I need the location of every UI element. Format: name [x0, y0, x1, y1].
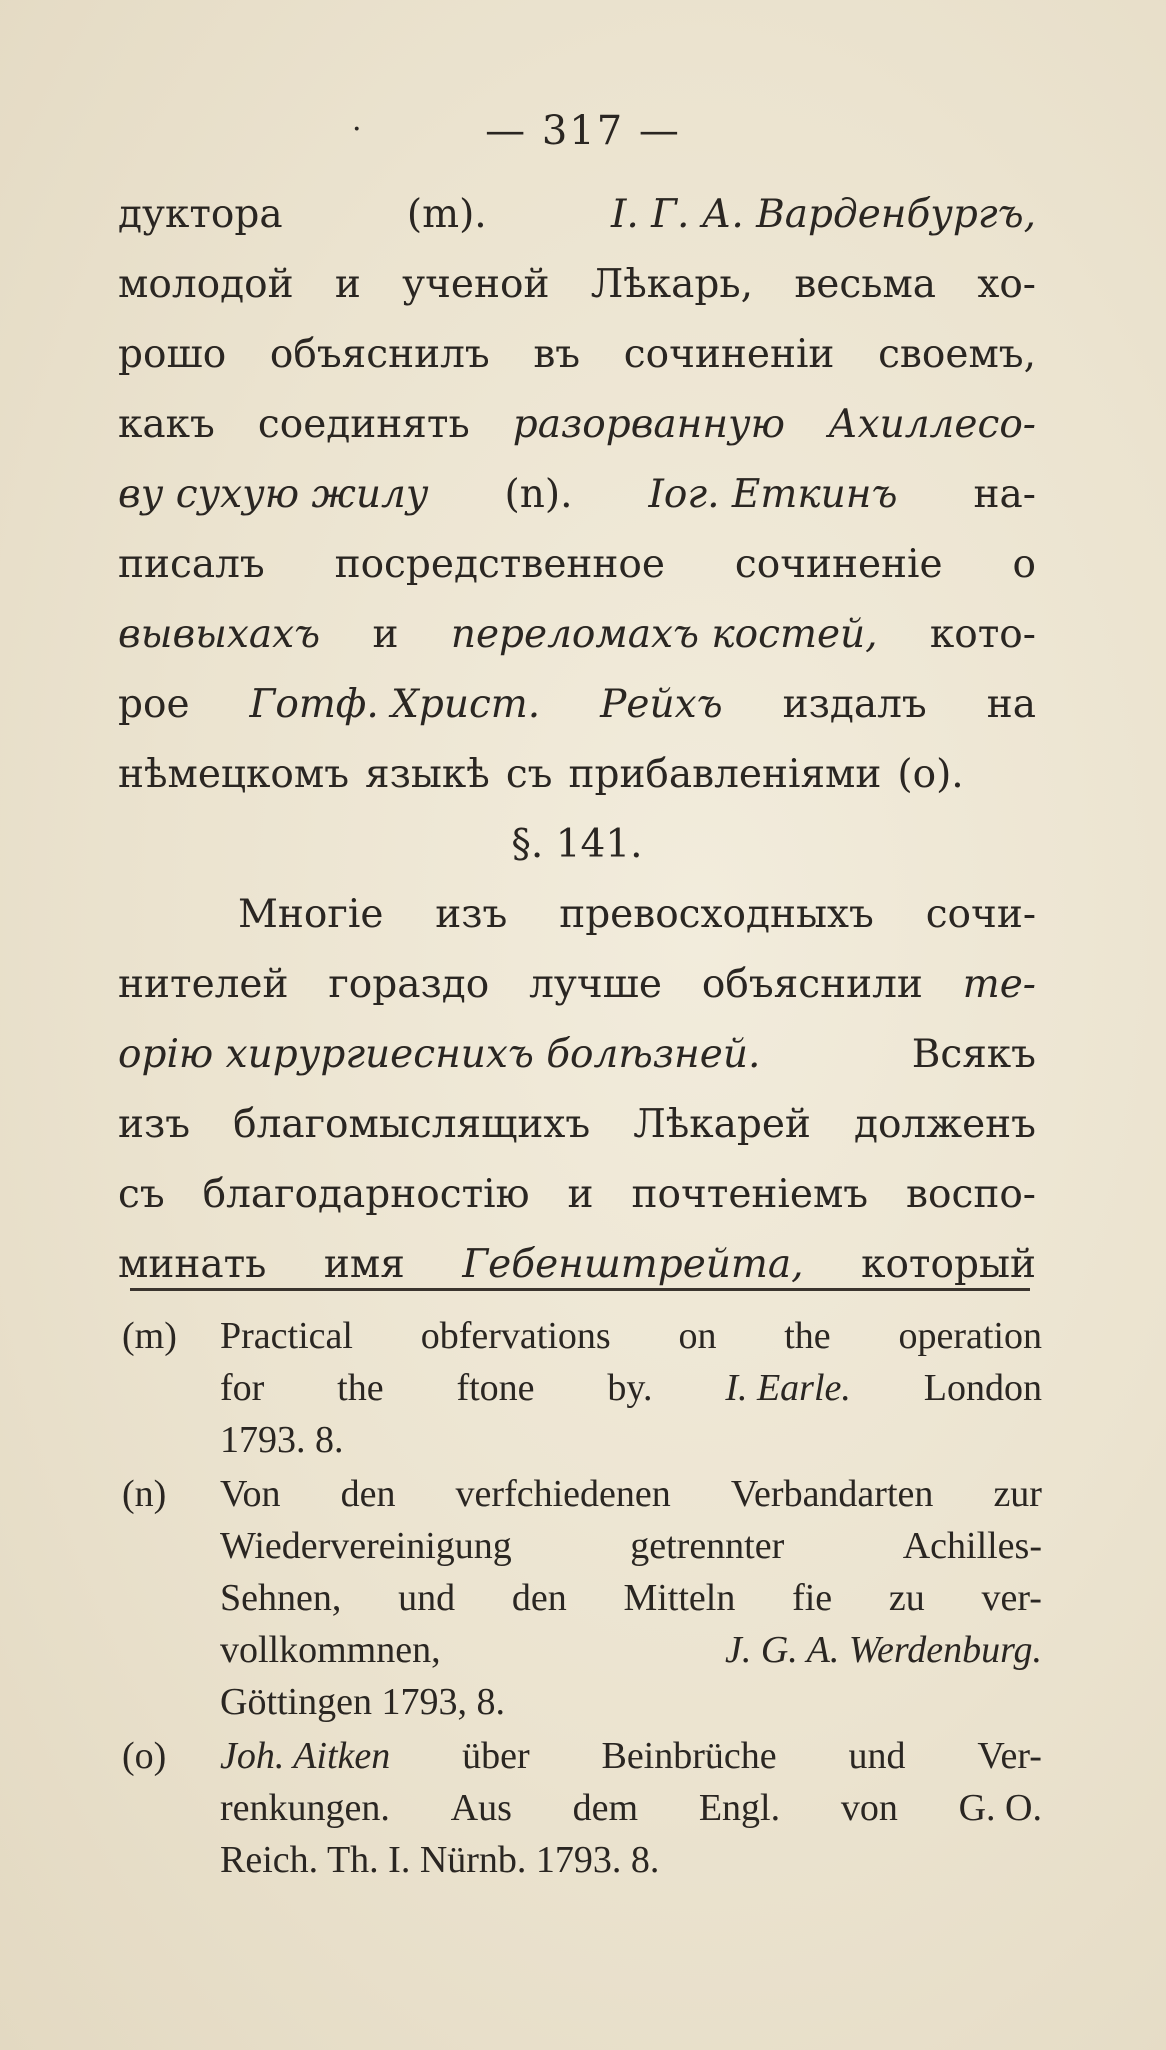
word: über	[462, 1735, 530, 1777]
footnote-ref: (n).	[504, 472, 573, 517]
word: воспо-	[906, 1172, 1036, 1217]
footnote-line	[220, 1310, 1042, 1362]
footnote-n	[122, 1468, 1042, 1728]
word: und	[398, 1577, 456, 1619]
word: писалъ	[118, 542, 265, 587]
word: den	[340, 1473, 396, 1515]
text-line	[118, 180, 1036, 250]
word: obfervations	[420, 1315, 611, 1357]
person-name: I. Г. А. Варденбургъ,	[610, 192, 1036, 237]
word: Aus	[450, 1787, 512, 1829]
author-name: I. Earle.	[725, 1367, 851, 1409]
word: о	[1012, 542, 1036, 587]
section-number: §. 141.	[511, 822, 643, 867]
word: ученой	[402, 262, 550, 307]
word: Von	[220, 1473, 281, 1515]
page-number: — 317 —	[485, 108, 681, 154]
text-line	[118, 250, 1036, 320]
word: благодарностію	[202, 1172, 530, 1217]
word: ver-	[981, 1577, 1042, 1619]
word: изъ	[435, 892, 508, 937]
word: 1793. 8.	[220, 1419, 344, 1461]
word: въ	[533, 332, 581, 377]
word: vollkommnen,	[220, 1629, 441, 1671]
footnote-line	[220, 1572, 1042, 1624]
word: Sehnen,	[220, 1577, 342, 1619]
word: сочи-	[925, 892, 1036, 937]
footnote-mark: (n)	[122, 1473, 167, 1515]
word: и	[372, 612, 399, 657]
author-name: Joh. Aitken	[220, 1735, 391, 1777]
footnote-mark: (m)	[122, 1315, 177, 1357]
word: на-	[973, 472, 1036, 517]
word: von	[840, 1787, 898, 1829]
word: dem	[572, 1787, 639, 1829]
word: Всякъ	[911, 1032, 1036, 1077]
word: на	[986, 682, 1036, 727]
word: on	[678, 1315, 717, 1357]
word: рое	[118, 682, 190, 727]
word: и	[567, 1172, 594, 1217]
text-line	[118, 530, 1036, 600]
word: объяснили	[701, 962, 923, 1007]
word: London	[923, 1367, 1042, 1409]
word: zu	[888, 1577, 925, 1619]
word: G. O.	[958, 1787, 1042, 1829]
word: языкѣ	[365, 752, 490, 797]
word: Practical	[220, 1315, 353, 1357]
person-name: Готф. Христ.	[249, 682, 541, 727]
word: Wiedervereinigung	[220, 1525, 512, 1567]
word: Engl.	[698, 1787, 781, 1829]
italic-term: те-	[962, 962, 1036, 1007]
word: имя	[323, 1242, 405, 1287]
person-name: Іог. Еткинъ	[648, 472, 898, 517]
text-line	[118, 1020, 1036, 1090]
word: молодой	[118, 262, 294, 307]
footnote-line	[220, 1624, 1042, 1676]
word: благомыслящихъ	[233, 1102, 591, 1147]
word: getrennter	[630, 1525, 785, 1567]
word: verfchiedenen	[455, 1473, 671, 1515]
word: дуктора	[118, 192, 283, 237]
footnote-line	[220, 1676, 1042, 1728]
word: минать	[118, 1242, 267, 1287]
text-line	[118, 460, 1036, 530]
word: renkungen.	[220, 1787, 390, 1829]
footnote-line	[220, 1362, 1042, 1414]
italic-term: вывыхахъ	[118, 612, 321, 657]
word: Многіе	[238, 892, 384, 937]
word: соединять	[257, 402, 470, 447]
italic-term: орію хирургиеснихъ болѣзней.	[118, 1032, 761, 1077]
word: весьма	[794, 262, 937, 307]
word: хо-	[977, 262, 1036, 307]
footnote-line	[220, 1834, 1042, 1886]
word: прибавленіями	[568, 752, 882, 797]
footnote-line	[220, 1414, 1042, 1466]
word: ftone	[456, 1367, 535, 1409]
word: посредственное	[334, 542, 665, 587]
word: почтеніемъ	[631, 1172, 869, 1217]
text-line	[118, 320, 1036, 390]
text-line	[118, 1090, 1036, 1160]
word: by.	[607, 1367, 653, 1409]
word: издалъ	[782, 682, 927, 727]
word: сочиненіе	[734, 542, 943, 587]
person-name: Гебенштрейта,	[462, 1242, 804, 1287]
word: Ver-	[977, 1735, 1042, 1777]
word: съ	[118, 1172, 165, 1217]
word: изъ	[118, 1102, 191, 1147]
word: съ	[505, 752, 553, 797]
italic-term: ву сухую жилу	[118, 472, 429, 517]
footnote-line	[220, 1468, 1042, 1520]
word: гораздо	[328, 962, 490, 1007]
word: Лѣкарей	[633, 1102, 811, 1147]
footnotes	[122, 1310, 1042, 1888]
italic-term: разорванную	[512, 402, 786, 447]
word: кото-	[929, 612, 1036, 657]
word: Reich. Th. I. Nürnb. 1793. 8.	[220, 1839, 660, 1881]
word: и	[334, 262, 361, 307]
word: Göttingen 1793, 8.	[220, 1681, 505, 1723]
word: лучше	[529, 962, 662, 1007]
footnote-m	[122, 1310, 1042, 1466]
text-line	[118, 600, 1036, 670]
footnote-ref: (m).	[406, 192, 487, 237]
word: und	[848, 1735, 906, 1777]
word: den	[511, 1577, 567, 1619]
text-line	[118, 1160, 1036, 1230]
word: fie	[792, 1577, 833, 1619]
word: какъ	[118, 402, 215, 447]
word: Mitteln	[623, 1577, 736, 1619]
word: рошо	[118, 332, 227, 377]
word: Лѣкарь,	[590, 262, 754, 307]
italic-term: Ахиллесо-	[828, 402, 1036, 447]
footnote-line	[220, 1782, 1042, 1834]
word: объяснилъ	[269, 332, 490, 377]
word: нителей	[118, 962, 289, 1007]
word: Beinbrüche	[601, 1735, 777, 1777]
word: который	[861, 1242, 1036, 1287]
main-text	[118, 180, 1036, 1300]
word: for	[220, 1367, 265, 1409]
word: Achilles-	[902, 1525, 1042, 1567]
text-line	[118, 740, 1036, 810]
word: the	[337, 1367, 384, 1409]
word: превосходныхъ	[559, 892, 874, 937]
text-line	[118, 390, 1036, 460]
text-line	[118, 950, 1036, 1020]
word: сочиненіи	[623, 332, 835, 377]
footnote-mark: (o)	[122, 1735, 167, 1777]
word: the	[784, 1315, 831, 1357]
person-name: Рейхъ	[600, 682, 723, 727]
author-name: J. G. A. Werdenburg.	[725, 1629, 1042, 1671]
section-heading	[118, 810, 1036, 880]
word: operation	[898, 1315, 1042, 1357]
footnote-ref: (о).	[897, 752, 964, 797]
word: нѣмецкомъ	[118, 752, 350, 797]
header-dot: ·	[352, 112, 364, 147]
word: долженъ	[853, 1102, 1036, 1147]
footnote-line	[220, 1520, 1042, 1572]
page-header	[0, 108, 1166, 154]
text-line	[118, 670, 1036, 740]
footnote-divider	[130, 1288, 1030, 1291]
text-line	[118, 880, 1036, 950]
footnote-o	[122, 1730, 1042, 1886]
italic-term: переломахъ костей,	[450, 612, 878, 657]
word: своемъ,	[878, 332, 1036, 377]
word: Verbandarten	[730, 1473, 934, 1515]
footnote-line	[220, 1730, 1042, 1782]
word: zur	[993, 1473, 1042, 1515]
